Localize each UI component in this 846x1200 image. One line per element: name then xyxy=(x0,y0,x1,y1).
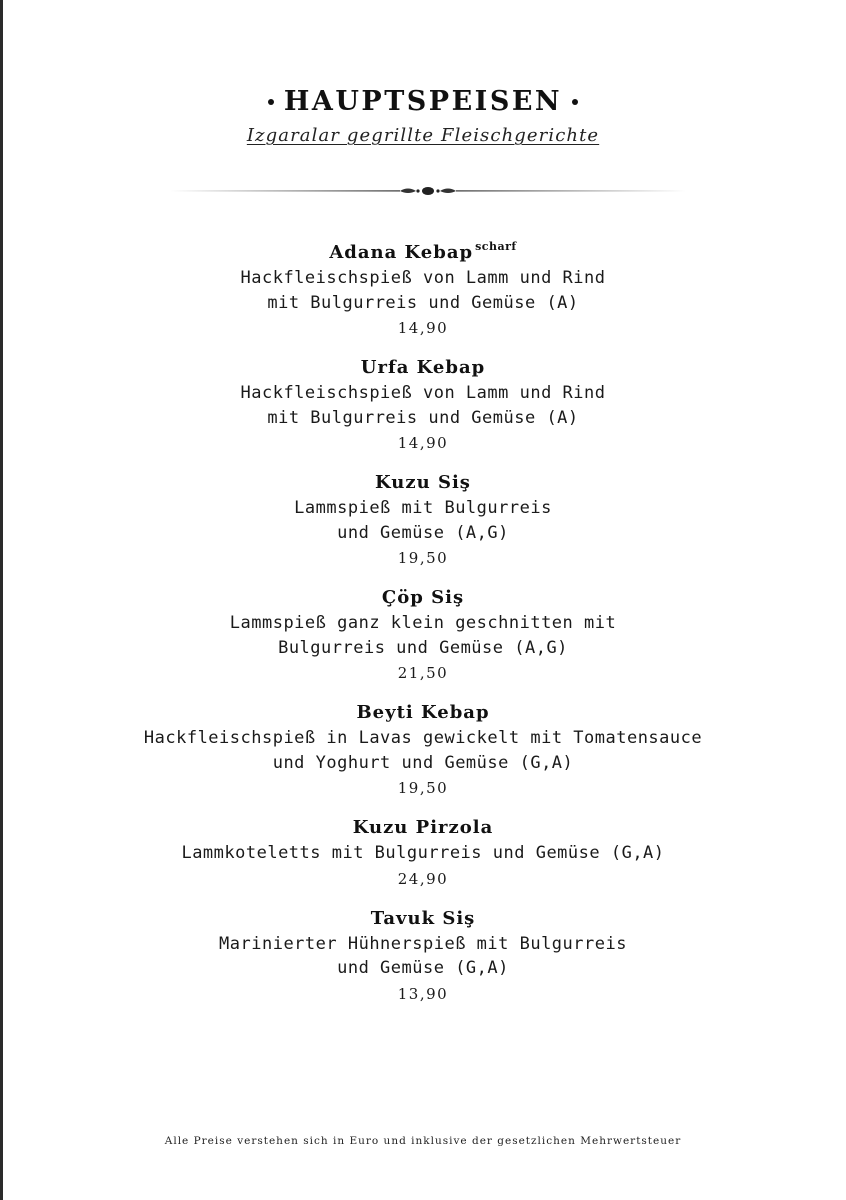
menu-item-price: 24,90 xyxy=(397,869,449,888)
menu-item-name: Beyti Kebap xyxy=(356,702,490,723)
menu-item xyxy=(0,469,846,571)
menu-item-description: Lammkoteletts mit Bulgurreis und Gemüse (G,A) xyxy=(181,843,665,863)
menu-item-price: 14,90 xyxy=(397,319,449,337)
page-title-text: HAUPTSPEISEN xyxy=(283,86,563,117)
page-title xyxy=(268,86,578,117)
menu-item xyxy=(0,233,846,341)
menu-item-price: 21,50 xyxy=(397,664,449,682)
bullet-dot-icon xyxy=(572,99,578,105)
menu-item xyxy=(0,354,846,456)
menu-item-price: 19,50 xyxy=(397,779,449,797)
menu-item-price: 19,50 xyxy=(397,549,449,567)
menu-item-name: Adana Kebap $^{scharf}$ xyxy=(329,240,517,263)
spicy-tag: scharf xyxy=(475,240,517,253)
menu-item xyxy=(0,584,846,686)
menu-item xyxy=(0,814,846,892)
bullet-dot-icon xyxy=(268,99,274,105)
menu-item-name: Kuzu Pirzola xyxy=(352,817,494,838)
menu-item-price: 14,90 xyxy=(397,434,449,452)
price-note: Alle Preise verstehen sich in Euro und inklusive der gesetzlichen Mehrwertsteuer xyxy=(164,1135,682,1147)
menu-item-description: Hackfleischspieß in Lavas gewickelt mit Tomatensauce und Yoghurt und Gemüse (G,A) xyxy=(143,728,703,773)
ornamental-divider-icon xyxy=(170,181,686,201)
page-subtitle: Izgaralar gegrillte Fleischgerichte xyxy=(246,125,600,146)
menu-header xyxy=(0,86,846,146)
menu-item-description: Hackfleischspieß von Lamm und Rind mit Bulgurreis und Gemüse (A) xyxy=(240,383,606,428)
menu-item-name: Kuzu Siş xyxy=(375,472,471,493)
menu-item-name: Çöp Siş xyxy=(381,587,465,608)
menu-item xyxy=(0,905,846,1007)
menu-item-name: Tavuk Siş xyxy=(370,907,476,929)
menu-item-name: Urfa Kebap xyxy=(360,357,486,378)
menu-item-description: Hackfleischspieß von Lamm und Rind mit Bulgurreis und Gemüse (A) xyxy=(240,268,606,313)
menu-item-description: Lammspieß mit Bulgurreis und Gemüse (A,G) xyxy=(294,498,552,543)
menu-item-description: Marinierter Hühnerspieß mit Bulgurreis und Gemüse (G,A) xyxy=(219,933,627,978)
menu-item-description: Lammspieß ganz klein geschnitten mit Bulgurreis und Gemüse (A,G) xyxy=(229,613,617,658)
menu-list xyxy=(0,233,846,1020)
menu-item xyxy=(0,699,846,801)
menu-item-price: 13,90 xyxy=(397,984,449,1003)
